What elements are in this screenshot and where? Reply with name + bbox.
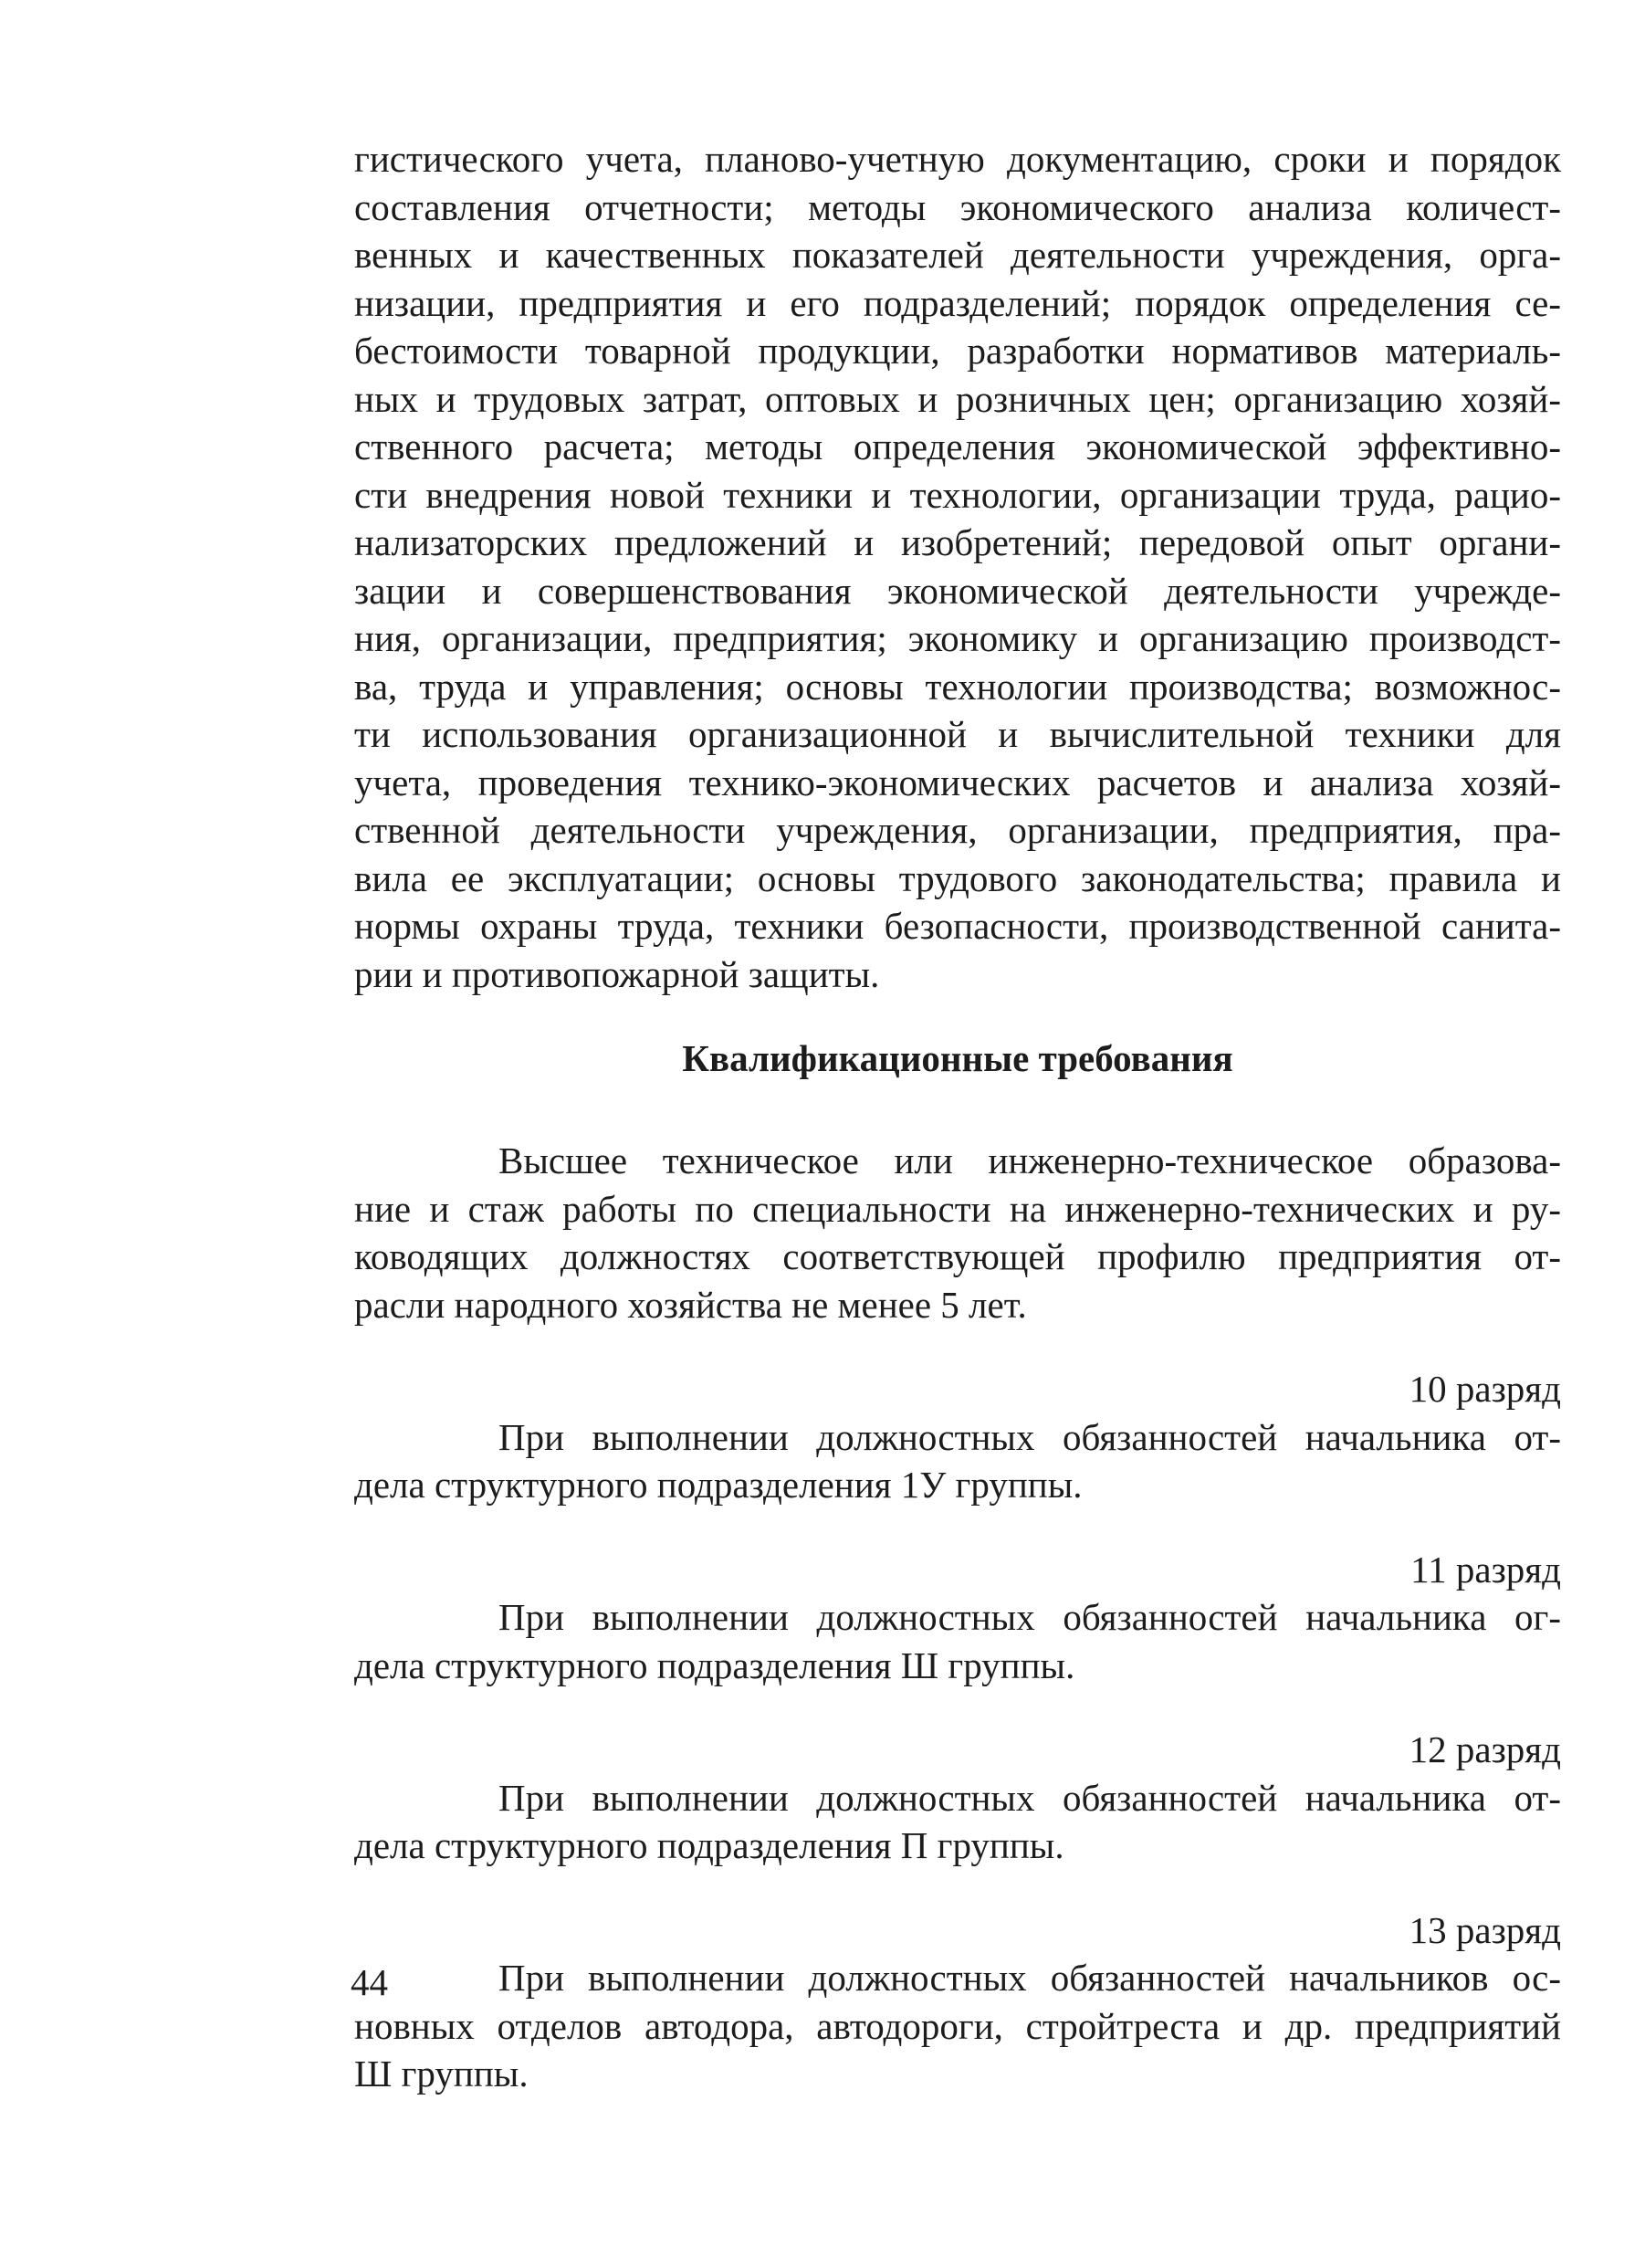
text-line: венных и качественных показателей деятельности учреждения, орга- — [354, 234, 1561, 276]
text-line: При выполнении должностных обязанностей начальника ог- — [498, 1596, 1561, 1638]
text-line: ние и стаж работы по специальности на инженерно-технических и ру- — [354, 1187, 1561, 1230]
text-line: новных отделов автодора, автодороги, стройтреста и др. предприятий — [354, 2004, 1561, 2047]
text-line: составления отчетности; методы экономического анализа количест- — [354, 185, 1561, 228]
text-line: дела структурного подразделения 1У группы. — [354, 1464, 1083, 1506]
text-line: При выполнении должностных обязанностей начальника от- — [498, 1776, 1561, 1819]
text-line: При выполнении должностных обязанностей начальника от- — [498, 1415, 1561, 1458]
grade-label: 12 разряд — [1409, 1728, 1561, 1770]
text-line: ных и трудовых затрат, оптовых и розничных цен; организацию хозяй- — [354, 377, 1561, 420]
text-line: сти внедрения новой техники и технологии, организации труда, рацио- — [354, 473, 1561, 516]
grade-label: 13 разряд — [1409, 1908, 1561, 1951]
text-line: ственной деятельности учреждения, организации, предприятия, пра- — [354, 809, 1561, 851]
text-line: нормы охраны труда, техники безопасности, производственной санита- — [354, 905, 1561, 947]
text-line: ководящих должностях соответствующей профилю предприятия от- — [354, 1235, 1561, 1277]
text-line: дела структурного подразделения Ш группы. — [354, 1643, 1075, 1686]
text-line: низации, предприятия и его подразделений; порядок определения се- — [354, 281, 1561, 324]
text-line: зации и совершенствования экономической деятельности учрежде- — [354, 569, 1561, 612]
text-line: Высшее техническое или инженерно-техническое образова- — [498, 1139, 1561, 1181]
intro-paragraph — [354, 135, 1561, 998]
text-line: нализаторских предложений и изобретений; передовой опыт органи- — [354, 521, 1561, 563]
text-line: При выполнении должностных обязанностей начальников ос- — [498, 1957, 1561, 1999]
text-line: ва, труда и управления; основы технологии производства; возможнос- — [354, 665, 1561, 708]
qualification-section — [354, 1137, 1561, 2098]
text-line: ственного расчета; методы определения экономической эффективно- — [354, 425, 1561, 467]
text-line: дела структурного подразделения П группы. — [354, 1824, 1064, 1866]
text-line: Ш группы. — [354, 2053, 529, 2095]
text-line: ния, организации, предприятия; экономику и организацию производст- — [354, 617, 1561, 659]
grade-label: 10 разряд — [1409, 1368, 1561, 1410]
grade-12 — [354, 1689, 1561, 1870]
grade-11 — [354, 1509, 1561, 1690]
text-line: ти использования организационной и вычислительной техники для — [354, 713, 1561, 755]
page-number: 44 — [351, 1961, 388, 2003]
grade-label: 11 разряд — [1410, 1548, 1561, 1591]
text-line: бестоимости товарной продукции, разработки нормативов материаль- — [354, 330, 1561, 372]
text-line: рии и противопожарной защиты. — [354, 952, 880, 995]
grade-13 — [354, 1870, 1561, 2098]
text-line: гистического учета, планово-учетную документацию, сроки и порядок — [354, 138, 1561, 180]
text-line: учета, проведения технико-экономических расчетов и анализа хозяй- — [354, 761, 1561, 803]
text-line: вила ее эксплуатации; основы трудового законодательства; правила и — [354, 856, 1561, 899]
text-line: расли народного хозяйства не менее 5 лет. — [354, 1283, 1027, 1326]
grade-10 — [354, 1328, 1561, 1509]
requirements-paragraph — [354, 1137, 1561, 1328]
section-heading: Квалификационные требования — [682, 1037, 1233, 1079]
